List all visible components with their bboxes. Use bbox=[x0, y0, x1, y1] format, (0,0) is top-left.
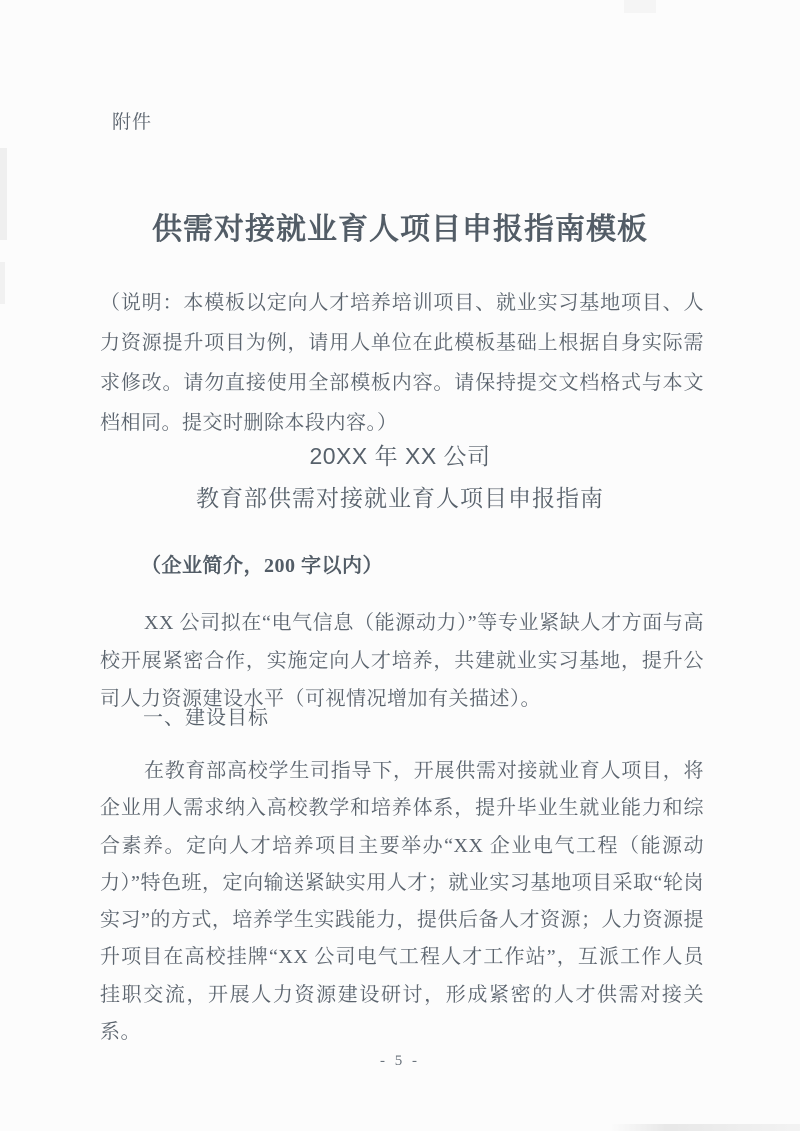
scan-artifact bbox=[0, 262, 5, 304]
subtitle-year-company: 20XX 年 XX 公司 bbox=[309, 443, 491, 469]
scan-artifact bbox=[624, 0, 656, 13]
template-note-paragraph: （说明：本模板以定向人才培养培训项目、就业实习基地项目、人力资源提升项目为例，请用人单位在此模板基础上根据自身实际需求修改。请勿直接使用全部模板内容。请保持提交文档格式与本文档相同。提交时删除本段内容。） bbox=[100, 292, 704, 434]
scan-artifact bbox=[610, 1124, 800, 1131]
page-number: - 5 - bbox=[380, 1053, 420, 1069]
document-title: 供需对接就业育人项目申报指南模板 bbox=[152, 213, 648, 247]
section-1-heading: 一、建设目标 bbox=[143, 707, 269, 729]
attachment-label: 附件 bbox=[112, 112, 153, 133]
company-intro-label: （企业简介，200 字以内） bbox=[141, 555, 383, 577]
company-intro-paragraph: XX 公司拟在“电气信息（能源动力）”等专业紧缺人才方面与高校开展紧密合作，实施定向人才培养，共建就业实习基地，提升公司人力资源建设水平（可视情况增加有关描述）。 bbox=[100, 612, 704, 710]
section-1-body-paragraph: 在教育部高校学生司指导下，开展供需对接就业育人项目，将企业用人需求纳入高校教学和培养体系，提升毕业生就业能力和综合素养。定向人才培养项目主要举办“XX 企业电气工程（能源动力）”特色班，定向输送紧缺实用人才；就业实习基地项目采取“轮岗实习”的方式，培养学生实践能力，提供后备人才资源；人力资源提升项目在高校挂牌“XX 公司电气工程人才工作站”，互派工作人员挂职交流，开展人力资源建设研讨，形成紧密的人才供需对接关系。 bbox=[100, 760, 704, 1044]
subtitle-guide-name: 教育部供需对接就业育人项目申报指南 bbox=[196, 485, 604, 511]
